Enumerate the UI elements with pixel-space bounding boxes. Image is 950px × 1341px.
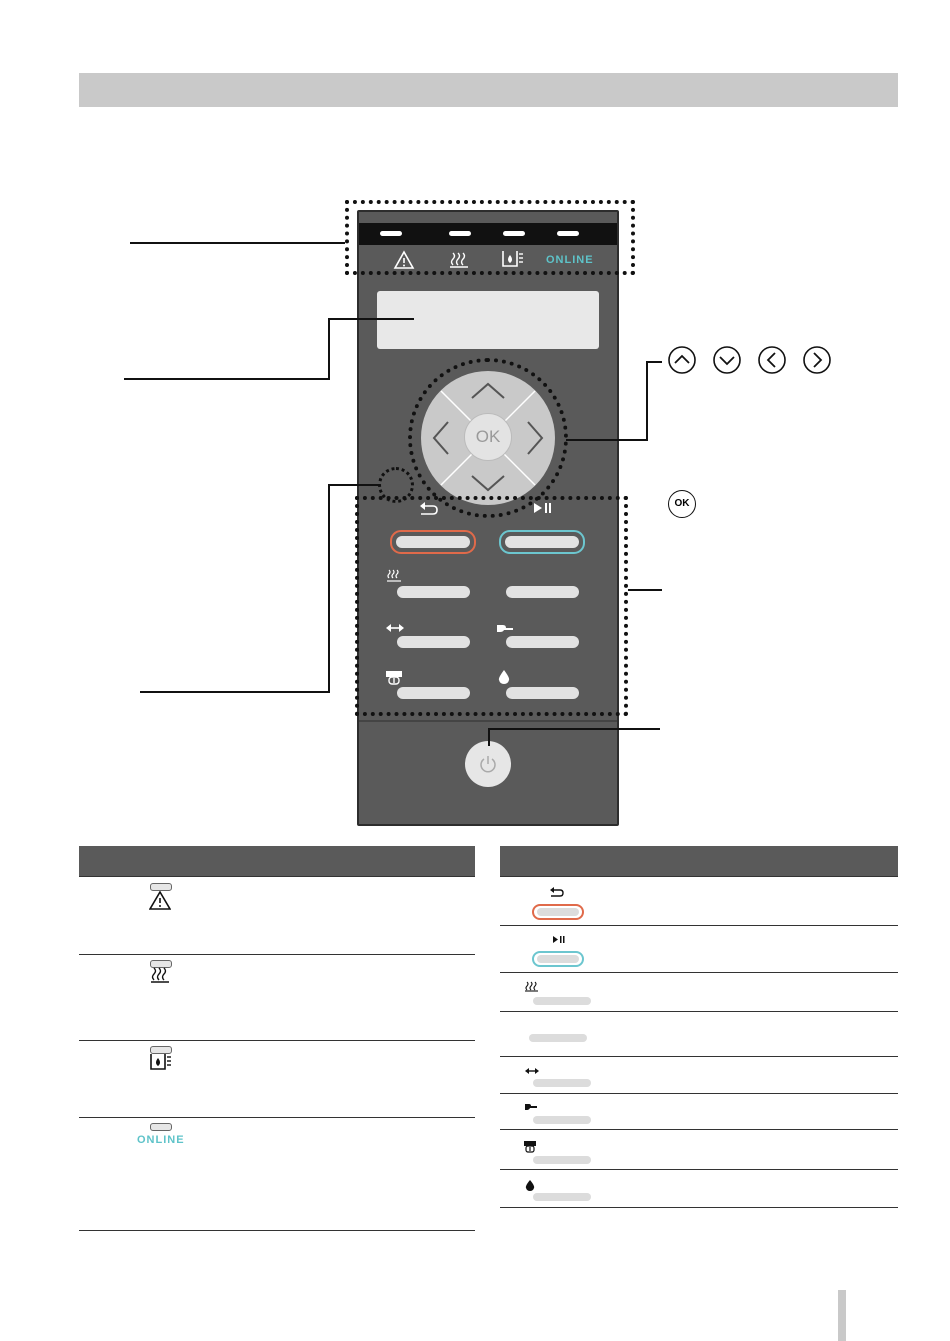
back-icon [549,887,565,898]
callout-menu-vertical [328,484,330,693]
right-table-rule [500,925,898,926]
callout-dial-vertical [646,361,648,441]
ok-button[interactable]: OK [464,413,512,461]
head-button-small [533,1156,591,1164]
callout-menu-top [328,484,380,486]
led-region-highlight [345,200,635,275]
left-table-header-rule [79,876,475,877]
lcd-display [377,291,599,349]
callout-dial [566,439,648,441]
down-key-icon [712,345,742,375]
ink-button-small [533,1193,591,1201]
play-pause-icon [552,935,566,944]
callout-menu [140,691,330,693]
heat-icon [150,967,170,984]
led-indicator [150,1123,172,1131]
online-label: ONLINE [137,1134,185,1146]
feed-icon [525,1067,539,1075]
dial-highlight [408,358,568,518]
blank-button-small [529,1034,587,1042]
right-table-rule [500,1056,898,1057]
up-key-icon [667,345,697,375]
callout-lcd-vertical [328,318,330,380]
left-table-rule [79,954,475,955]
cut-button-small [533,1116,591,1124]
power-icon [479,755,497,773]
online-label: ONLINE [546,254,594,266]
button-region-highlight [355,496,628,716]
led-indicator [150,883,172,891]
right-table-rule [500,1129,898,1130]
callout-buttons [628,589,662,591]
warning-icon [149,891,171,910]
right-table-header-rule [500,876,898,877]
heater-button-small [533,997,591,1005]
left-key-icon [757,345,787,375]
panel-divider [359,720,617,722]
play-pause-button-small-cap [537,955,579,963]
callout-lcd [124,378,330,380]
right-table-rule [500,1169,898,1170]
head-icon [523,1140,537,1153]
heat-icon [525,981,538,992]
back-button-small-cap [537,908,579,916]
ok-key-icon: OK [668,490,696,518]
callout-power-vertical [488,728,490,746]
ink-drop-icon [525,1179,535,1192]
right-table-header [500,846,898,876]
left-table-header [79,846,475,876]
left-table-bottom-rule [79,1230,475,1231]
left-table-rule [79,1117,475,1118]
callout-dial-top [646,361,662,363]
right-key-icon [802,345,832,375]
right-table-bottom-rule [500,1207,898,1208]
callout-lcd-top [328,318,414,320]
ink-tank-icon [148,1053,172,1072]
page-edge-tab [838,1290,846,1341]
right-table-rule [500,1093,898,1094]
right-table-rule [500,972,898,973]
section-header-bar [79,73,898,107]
left-table-rule [79,1040,475,1041]
feed-button-small [533,1079,591,1087]
callout-power [488,728,660,730]
right-table-rule [500,1011,898,1012]
cut-icon [524,1102,538,1112]
callout-led [130,242,345,244]
